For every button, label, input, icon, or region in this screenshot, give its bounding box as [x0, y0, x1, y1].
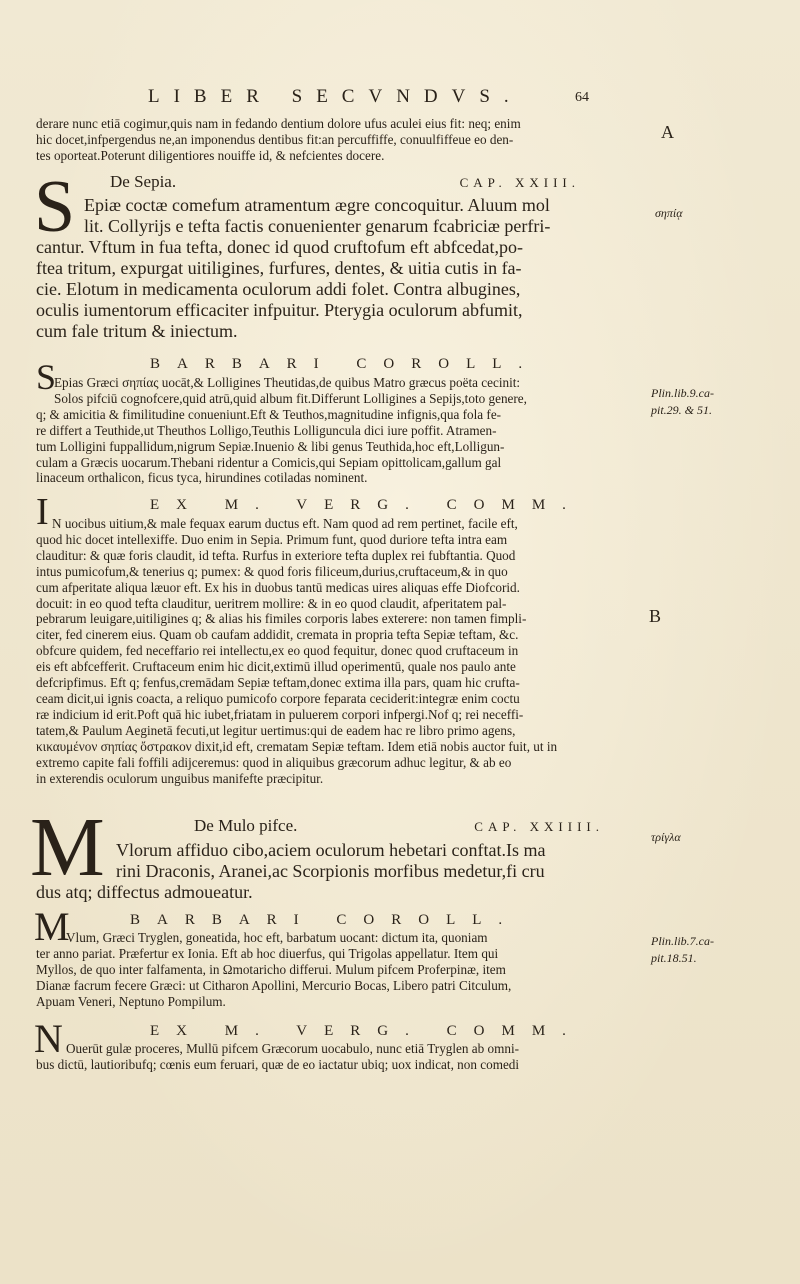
chapter-title: De Sepia.: [110, 172, 177, 191]
margin-note-plin-1b: pit.29. & 51.: [651, 403, 713, 417]
text-line: culam a Græcis uocarum.Thebani ridentur a Comicis,qui Sepiam opittolicam,gallum gal: [36, 454, 502, 470]
text-line: Dianæ facrum fecere Græci: ut Citharon Apollini, Mercurio Bocas, Libero patri Citculum,: [36, 977, 512, 993]
text-line: ceam dicit,ui ignis coacta, a reliquo pumicofo corpore feparata ceciderit:integræ enim coctu: [36, 690, 520, 706]
text-line: Vlorum affiduo cibo,aciem oculorum hebetari conftat.Is ma: [116, 840, 546, 860]
text-line: quod hic docet intellexiffe. Duo enim in Sepia. Primum funt, quod duriore tefta intra eam: [36, 531, 508, 547]
text-line: hic docet,infpergendus ne,an imponendus dentibus fit:an percuffiffe, conuulfiffeue eo den-: [36, 131, 514, 147]
text-line: κικαυμένον σηπίας ὄστρακον dixit,id eft, crematam Sepiæ teftam. Idem etiā nobis auctor fuit, ut in: [36, 738, 558, 754]
text-line: Epiæ coctæ comefum atramentum ægre concoquitur. Aluum mol: [84, 195, 550, 215]
barbari-sepia-text: [36, 375, 636, 486]
text-line: N uocibus uitium,& male fequax earum ductus eft. Nam quod ad rem pertinet, facile eft,: [52, 516, 518, 531]
barbari-heading: [130, 912, 630, 929]
barbari-heading: [150, 356, 630, 373]
chapter-number: CAP. XXIIII.: [474, 819, 604, 834]
section-heading: EX M. VERG. COMM.: [150, 1023, 583, 1039]
text-line: cantur. Vftum in fua tefta, donec id quod cruftofum eft abfcedat,po-: [36, 237, 523, 257]
chapter-title: De Mulo pifce.: [194, 816, 298, 835]
verg-heading: [150, 497, 630, 514]
text-line: obfcure quidem, fed neceffario rei intellectu,ex eo quod fequitur, donec quod cruftaceum in: [36, 643, 519, 659]
text-line: Myllos, de quo inter falfamenta, in Ωmotaricho differui. Mulum pifcem Proferpinæ, item: [36, 961, 506, 977]
text-line: ftea tritum, expurgat uitiligines, furfures, dentes, & uitia cutis in fa-: [36, 258, 522, 278]
text-line: tatem,& Paulum Aeginetā fecuti,ut legitur uertimus:qui de eadem hac re libro primo agens,: [36, 722, 516, 738]
verg-mulo-text: [36, 1041, 636, 1073]
text-line: citer, fed cinerem eius. Quam ob caufam addidit, cremata in propria tefta Sepiæ teftam, &c.: [36, 627, 519, 643]
text-line: in exterendis oculorum unguibus manifefte præcipitur.: [36, 770, 324, 786]
text-line: Ouerūt gulæ proceres, Mullū pifcem Græcorum uocabulo, nunc etiā Tryglen ab omni-: [66, 1041, 520, 1056]
text-line: tes oporteat.Poterunt diligentiores nouiffe id, & nefcientes docere.: [36, 147, 385, 163]
text-line: Apuam Veneri, Neptuno Pompilum.: [36, 993, 226, 1009]
chapter-heading-mulo: [180, 816, 636, 836]
margin-note-mulus-greek: τρίγλα: [651, 830, 681, 844]
text-line: dus atq; diffectus admoueatur.: [36, 882, 253, 902]
chapter-number: CAP. XXIII.: [459, 175, 580, 190]
verg-heading: [150, 1023, 630, 1040]
text-line: oculis iumentorum efficaciter infpuitur. Pterygia oculorum abfumit,: [36, 300, 523, 320]
section-heading: BARBARI COROLL.: [130, 912, 520, 928]
margin-note-sepia-greek: σηπίᾳ: [655, 206, 683, 220]
text-line: rini Draconis, Aranei,ac Scorpionis morfibus medetur,fi cru: [116, 861, 545, 881]
mulo-text: [36, 840, 636, 903]
barbari-mulo-text: [36, 930, 636, 1010]
text-line: eis eft abfcefferit. Cruftaceum enim hic dicit,extimū illud operimentū, quale nos paulo ante: [36, 659, 516, 675]
section-heading: EX M. VERG. COMM.: [150, 497, 583, 513]
intro-paragraph: [36, 116, 636, 164]
margin-note-plin-1: Plin.lib.9.ca-: [651, 386, 714, 400]
text-line: linaceum orthalicon, ficus tyca, hirundines cotiladas nominent.: [36, 470, 368, 486]
text-line: extremo capite fali foffili adijceremus: quod in aliquibus græcorum adhuc legitur, & ab eo: [36, 754, 512, 770]
initial-i: I: [36, 491, 49, 533]
text-line: docuit: in eo quod tefta clauditur, ueritrem mollire: & in eo quod claudit, afperitatem pal-: [36, 595, 507, 611]
text-line: cie. Elotum in medicamenta oculorum addi folet. Contra albugines,: [36, 279, 521, 299]
margin-letter-a: A: [661, 122, 674, 142]
text-line: derare nunc etiā cogimur,quis nam in fedando dentium dolore ufus aculei eius fit: neq; enim: [36, 116, 521, 131]
text-line: Vlum, Græci Tryglen, goneatida, hoc eft, barbatum uocant: dictum ita, quoniam: [66, 930, 488, 945]
sepia-text: [36, 195, 636, 342]
text-line: lit. Collyrijs e tefta factis conuenienter genarum fcabriciæ perfri-: [84, 216, 551, 236]
margin-note-plin-2: Plin.lib.7.ca-: [651, 934, 714, 948]
drop-cap-s: S: [34, 166, 76, 248]
text-line: pebrarum leuigare,uitiligines q; & alias his fimiles corporis labes exterere: non tamen fimpli-: [36, 611, 527, 627]
text-line: ter anno pariat. Præfertur ex Ionia. Eft ab hoc diuerfus, qui Trigolas appellatur. Item qui: [36, 945, 499, 961]
text-line: Solos pifciū cognofcere,quid atrū,quid album fit.Differunt Lolligines a Sepijs,toto genere,: [54, 390, 527, 406]
text-line: defcripfimus. Eft q; fenfus,cremādam Sepiæ teftam,donec extima illa pars, quam hic crufta-: [36, 675, 520, 691]
folio-number: 64: [575, 90, 589, 105]
chapter-heading-sepia: [90, 172, 636, 192]
text-line: clauditur: & quæ foris claudit, id tefta. Rurfus in exteriore tefta duplex rei fubftantia. Quod: [36, 547, 516, 563]
text-line: bus dictū, lautioribufq; cœnis eum feruari, quæ de eo iactatur ubiq; uox indicat, non comedi: [36, 1056, 520, 1072]
verg-sepia-text: [36, 516, 636, 786]
section-heading: BARBARI COROLL.: [150, 356, 540, 372]
running-head-block: [148, 86, 628, 112]
margin-letter-b: B: [649, 606, 662, 626]
text-line: tum Lolligini fuppallidum,nigrum Sepiæ.Inuenio & libi genus Teuthida,hoc eft,Lolligun-: [36, 438, 505, 454]
margin-note-plin-2b: pit.18.51.: [651, 951, 697, 965]
text-line: intus pumicofum,& tenerius q; pumex: & quod foris filiceum,durius,cruftaceum,& in quo: [36, 563, 508, 579]
text-line: Epias Græci σηπίας uocāt,& Lolligines Theutidas,de quibus Matro græcus poëta cecinit:: [54, 375, 521, 390]
initial-m: M: [34, 904, 70, 949]
text-line: q; & amicitia & fimilitudine conueniunt.Eft & Teuthos,magnitudine infignis,qua fola fe-: [36, 406, 502, 422]
text-line: re differt a Teuthide,ut Theuthos Lolligo,Teuthis Lolliguncula dici iure poffit. Atramen-: [36, 422, 497, 438]
drop-cap-m: M: [30, 801, 105, 894]
text-line: ræ indicium id erit.Poft quā hic iubet,friatam in puluerem corpori infpergi.Nof q; rei neceffi-: [36, 706, 524, 722]
initial-s: S: [36, 357, 57, 397]
running-head: LIBER SECVNDVS.: [148, 86, 523, 107]
text-line: cum afperitate aliqua læuor eft. Ex his in duobus tantū medicas uires aliquas effe Diofcorid.: [36, 579, 520, 595]
text-line: cum fale tritum & iniectum.: [36, 321, 238, 341]
initial-n: N: [34, 1016, 63, 1061]
